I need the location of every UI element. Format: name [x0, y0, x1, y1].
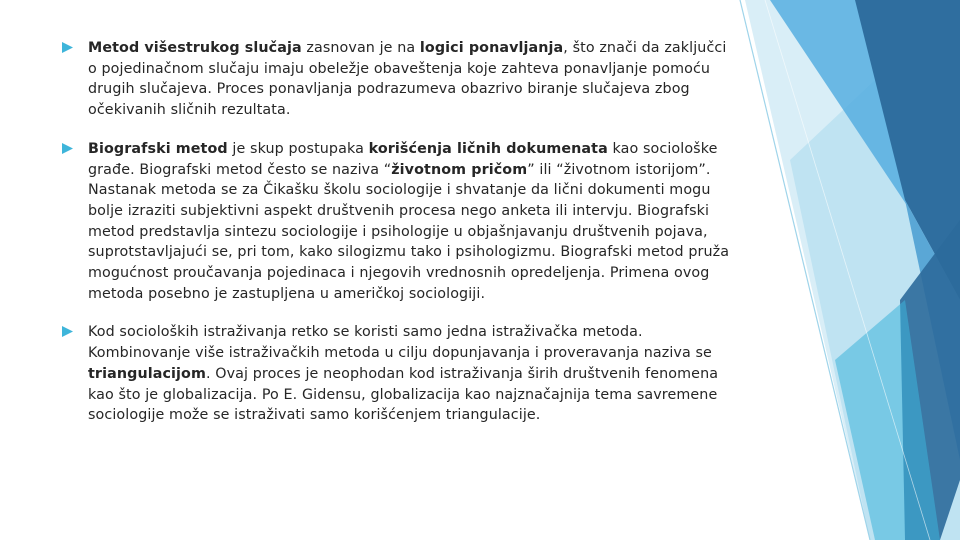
bold-term: Biografski metod [88, 140, 228, 157]
text-run: kao sociološke građe. Biografski metod često se naziva “ [88, 140, 718, 178]
text-run: , što znači da zaključci o pojedinačnom slučaju imaju obeležje obaveštenja koje zahteva ponavljanje pomoću drugih slučajeva. Proces ponavljanja podrazumeva obazrivo biranje slučajeva zbog očekivanih sličnih rezultata. [88, 40, 727, 119]
bullet-list [62, 38, 732, 444]
bullet-item [62, 322, 732, 426]
triangle-right-icon [62, 143, 73, 154]
bullet-text [88, 38, 732, 121]
facet-line-2 [765, 0, 930, 540]
triangle-right-icon [62, 326, 73, 337]
facet-line-1 [740, 0, 870, 540]
facet-mid-right [905, 200, 960, 460]
text-run: . Ovaj proces je neophodan kod istraživanja širih društvenih fenomena kao što je globalizacija. Po E. Gidensu, globalizacija kao najznačajnija tema savremene sociologije može se istraživati samo korišćenjem triangulacije. [88, 365, 719, 424]
bullet-item [62, 38, 732, 121]
triangle-right-icon [62, 42, 73, 53]
bullet-text [88, 322, 732, 426]
facet-cyan-lower [835, 300, 940, 540]
facet-light-right [745, 0, 960, 540]
facet-mid-upper [770, 0, 910, 210]
bold-term: logici ponavljanja [419, 40, 564, 56]
bold-term: triangulacijom [88, 365, 206, 382]
facet-accent-lower [900, 220, 960, 540]
text-run: Kod socioloških istraživanja retko se koristi samo jedna istraživačka metoda. Kombinovanje više istraživačkih metoda u cilju dopunjavanja i proveravanja naziva se [88, 324, 712, 362]
text-run: zasnovan je na [301, 40, 420, 56]
text-run: je skup postupaka [227, 140, 369, 157]
bullet-text [88, 139, 732, 305]
bullet-item [62, 139, 732, 305]
bold-term: životnom pričom [391, 161, 528, 178]
facet-light-band [790, 0, 960, 540]
text-run: ” ili “životnom istorijom”. Nastanak metoda se za Čikašku školu sociologije i shvatanje da lični dokumenti mogu bolje izraziti subjektivni aspekt društvenih procesa nego anketa ili intervju. Biografski metod predstavlja sintezu sociologije i psihologije u objašnjavanju društvenih pojava, suprotstavljajući se, pri tom, kako silogizmu tako i psihologizmu. Biografski metod pruža mogućnost proučavanja pojedinaca i njegovih vrednosnih opredeljenja. Primena ovog metoda posebno je zastupljena u američkoj sociologiji. [88, 161, 730, 302]
bold-term: korišćenja ličnih dokumenata [368, 140, 608, 157]
facet-dark-top [855, 0, 960, 300]
bold-term: Metod višestrukog slučaja [88, 40, 302, 56]
